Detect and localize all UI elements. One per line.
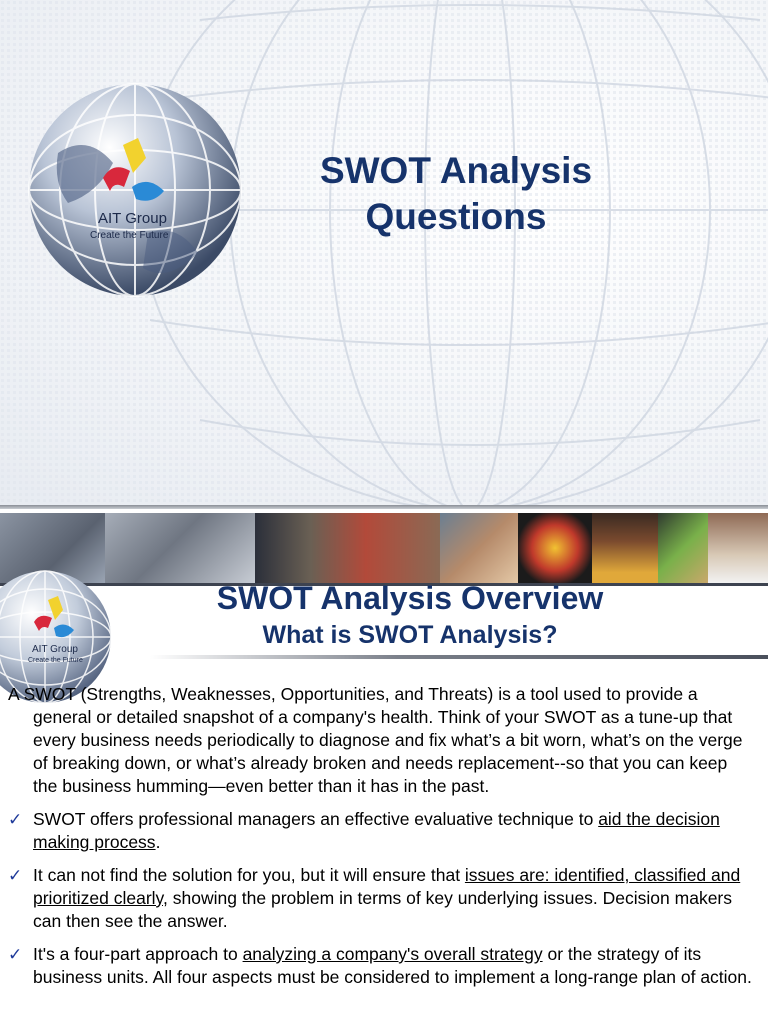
logo-name-text: AIT Group [98, 210, 167, 227]
bullet-text: SWOT offers professional managers an effective evaluative technique to [33, 809, 599, 829]
bullet-text-end: , showing the problem in terms of key underlying issues. Decision makers can then see the answer. [33, 888, 732, 931]
logo-tagline-text: Create the Future [28, 657, 83, 664]
photo-smiling-woman [592, 513, 658, 583]
photo-woman-back [440, 513, 518, 583]
bullet-item [8, 943, 756, 989]
photo-business-team [255, 513, 440, 583]
bullet-text-end: . [155, 832, 161, 852]
photo-computer-screen [658, 513, 708, 583]
bullet-emphasis: aid the decision making process [33, 809, 720, 852]
top-rule [0, 505, 768, 509]
title-slide [0, 0, 768, 505]
checkmark-icon: ✓ [8, 810, 23, 829]
slide-subheading: What is SWOT Analysis? [262, 621, 558, 649]
bullet-emphasis: analyzing a company's overall strategy [242, 944, 543, 964]
bullet-text: It can not find the solution for you, but it will ensure that [33, 865, 465, 885]
checkmark-icon: ✓ [8, 866, 23, 885]
bullet-text-end: or the strategy of its business units. All four aspects must be considered to implement a long-range plan of action. [33, 944, 752, 987]
photo-scientist [708, 513, 768, 583]
bullet-text: It's a four-part approach to [33, 944, 243, 964]
bullet-item [8, 864, 756, 933]
slide-heading: SWOT Analysis Overview [216, 580, 604, 616]
ait-group-globe-logo [28, 83, 242, 297]
intro-paragraph: A SWOT (Strengths, Weaknesses, Opportunities, and Threats) is a tool used to provide a general or detailed snapshot of a company's health. Think of your SWOT as a tune-up that every business needs periodically to diagnose and fix what’s a bit worn, what’s on the verge of breaking down, or what’s already broken and needs replacement--so that you can keep the business humming—even better than it has in the past. [8, 684, 743, 796]
title-line-1: SWOT Analysis [319, 150, 593, 191]
slide-title [290, 148, 622, 240]
heading-rule [150, 655, 768, 659]
photo-strip [0, 513, 768, 583]
bullet-item [8, 808, 756, 854]
logo-tagline-text: Create the Future [90, 230, 169, 241]
checkmark-icon: ✓ [8, 945, 23, 964]
photo-brain-scan [518, 513, 592, 583]
overview-slide [0, 505, 768, 1024]
bullet-emphasis: issues are: identified, classified and prioritized clearly [33, 865, 741, 908]
logo-name-text: AIT Group [32, 644, 78, 655]
title-line-2: Questions [365, 196, 547, 237]
photo-lab-workers [105, 513, 255, 583]
slide-body [8, 683, 756, 999]
